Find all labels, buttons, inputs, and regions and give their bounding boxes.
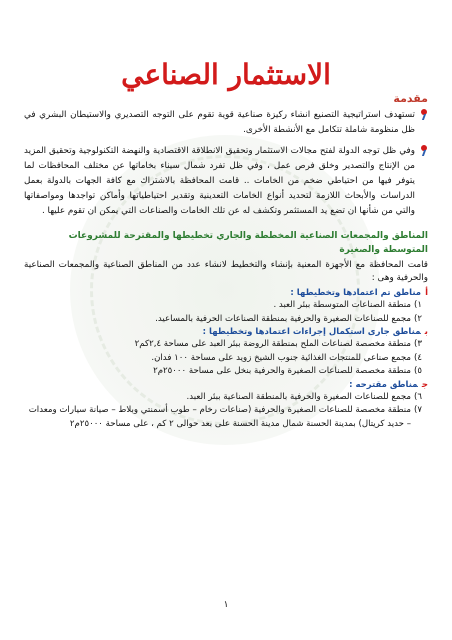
item-number: ٢): [414, 313, 422, 324]
pushpin-icon: [418, 145, 428, 157]
page-number: ١: [223, 600, 229, 610]
item-number: ٧): [414, 405, 422, 415]
item-number: ٤): [414, 352, 422, 363]
bullet-paragraph: [24, 108, 428, 138]
list-item: [24, 299, 422, 313]
list-item: [24, 313, 422, 327]
intro-heading: مقدمة: [393, 92, 428, 105]
zone-list: [24, 338, 428, 379]
item-number: ٣): [414, 339, 422, 349]
zone-list: [24, 391, 428, 432]
item-number: ٦): [414, 391, 422, 402]
item-number: ١): [414, 300, 422, 310]
list-item: [24, 391, 422, 405]
group-heading: [24, 326, 428, 338]
list-item: [24, 352, 422, 366]
pushpin-icon: [418, 109, 428, 121]
group-marker: أ: [425, 288, 428, 298]
list-item: [24, 365, 422, 379]
item-text: منطقة مخصصة لصناعات الملح بمنطقة الروضة ببئر العبد على مساحة ٢,٤كم٢: [134, 339, 412, 349]
group-marker: ج: [421, 379, 428, 390]
content-body: [24, 92, 428, 431]
list-item: [24, 338, 422, 352]
group-heading-text: مناطق تم اعتمادها وتخطيطها :: [290, 288, 422, 298]
group-heading: [24, 379, 428, 391]
group-heading-text: مناطق مقترحه :: [349, 379, 418, 390]
zone-list: [24, 299, 428, 326]
group-heading: [24, 287, 428, 299]
item-number: ٥): [414, 366, 422, 376]
item-text: مجمع صناعى للمنتجات الغذائية جنوب الشيخ زويد على مساحة ١٠٠ فدان.: [151, 352, 412, 363]
page-title: الاستثمار الصناعي: [121, 58, 331, 91]
item-text: منطقة مخصصة للصناعات الصغيرة والحرفية (صناعات رخام – طوب أسمنتي وبلاط – صيانة سيارات ومعدات – حديد كريتال) بمدينة الحسنة شمال مدينة الحسنة على بعد حوالى ٢ كم ، على مساحة ٢٥٠٠٠م٢: [28, 405, 412, 429]
bullet-text: تستهدف استراتيجية التصنيع انشاء ركيزة صناعية قوية تقوم على التوجه التصديري والاستيطان البشري في ظل منظومة شاملة تتكامل مع الأنشطة الأخرى.: [24, 110, 415, 135]
item-text: مجمع للصناعات الصغيرة والحرفية بمنطقة الصناعات الحرفية بالمساعيد.: [155, 313, 412, 324]
item-text: منطقة الصناعات المتوسطة ببئر العبد .: [273, 300, 412, 310]
item-text: مجمع للصناعات الصغيرة والحرفية بالمنطقة الصناعية ببئر العبد.: [186, 391, 412, 402]
item-text: منطقة مخصصة للصناعات الصغيرة والحرفية بنخل على مساحة ٢٥٠٠٠م٢: [153, 366, 412, 376]
group-heading-text: مناطق جارى استكمال إجراءات اعتمادها وتخطيطها :: [202, 327, 421, 337]
group-marker: ب: [424, 327, 428, 337]
bullet-text: وفي ظل توجه الدولة لفتح مجالات الاستثمار وتحقيق الانطلاقة الاقتصادية والنهضة التكنولوجية وتحقيق المزيد من الإنتاج والتصدير وخلق فرص عمل ، وفي ظل تفرد شمال سيناء بخاماتها عن مختلف المحافظات لما يتوفر فيها من احتياطي ضخم من الخامات .. قامت المحافظة بالاشتراك مع كافة الجهات بالدولة بعمل الدراسات والأبحاث اللازمة لتحديد أنواع الخامات التعدينية وتقدير احتياطياتها وأماكن تواجدها ومواصفاتها والتي من شأنها ان تضع يد المستثمر وتكشف له عن تلك الخامات والصناعات التي يمكن ان تقوم عليها .: [24, 146, 415, 216]
zones-heading: المناطق والمجمعات الصناعية المخططة والجاري تخطيطها والمقترحة للمشروعات المتوسطة والصغيرة: [68, 231, 428, 255]
bullet-paragraph: [24, 144, 428, 219]
list-item: [24, 404, 422, 431]
zones-intro: قامت المحافظة مع الأجهزة المعنية بإنشاء والتخطيط لانشاء عدد من المناطق الصناعية والمجمعات الصناعية والحرفية وهى :: [24, 260, 428, 283]
